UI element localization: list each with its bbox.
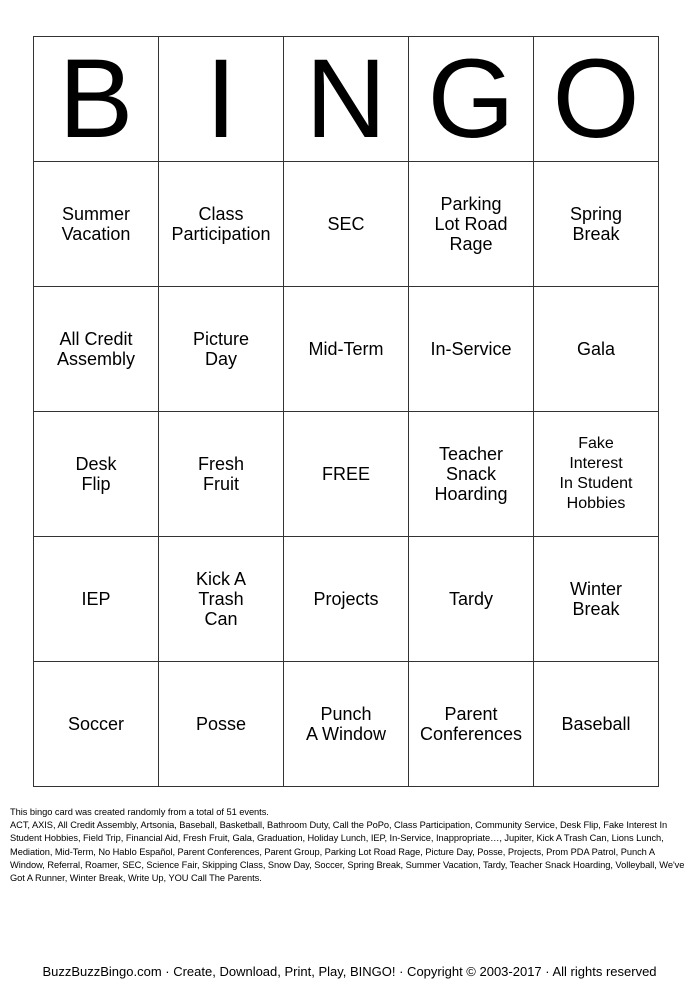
bingo-row xyxy=(34,162,659,287)
bingo-cell: Winter Break xyxy=(534,537,659,662)
bingo-free-cell: FREE xyxy=(284,412,409,537)
bingo-cell: Parent Conferences xyxy=(409,662,534,787)
card-info-events-list: ACT, AXIS, All Credit Assembly, Artsonia, Baseball, Basketball, Bathroom Duty, Call the PoPo, Class Participation, Community Service, Desk Flip, Fake Interest In Student Hobbies, Field Trip, Financial Aid, Fresh Fruit, Gala, Graduation, Holiday Lunch, IEP, In-Service, Inappropriate…, Jupiter, Kick A Trash Can, Lions Lunch, Mediation, Mid-Term, No Hablo Español, Parent Conferences, Parent Group, Parking Lot Road Rage, Picture Day, Posse, Projects, Prom PDA Patrol, Punch A Window, Referral, Roamer, SEC, Science Fair, Skipping Class, Snow Day, Soccer, Spring Break, Summer Vacation, Tardy, Teacher Snack Hoarding, Volleyball, We've Got A Runner, Winter Break, Write Up, YOU Call The Parents. xyxy=(10,820,685,884)
card-info xyxy=(10,806,690,885)
header-letter-i: I xyxy=(159,37,284,162)
bingo-cell: Soccer xyxy=(34,662,159,787)
bingo-header-row xyxy=(34,37,659,162)
header-letter-n: N xyxy=(284,37,409,162)
bingo-cell: Gala xyxy=(534,287,659,412)
bingo-cell: Parking Lot Road Rage xyxy=(409,162,534,287)
bingo-row xyxy=(34,412,659,537)
bingo-row xyxy=(34,537,659,662)
bingo-cell: Baseball xyxy=(534,662,659,787)
bingo-card xyxy=(33,36,659,787)
bingo-cell: Fake Interest In Student Hobbies xyxy=(534,412,659,537)
bingo-cell: All Credit Assembly xyxy=(34,287,159,412)
bingo-cell: Summer Vacation xyxy=(34,162,159,287)
bingo-cell: Picture Day xyxy=(159,287,284,412)
bingo-cell: Teacher Snack Hoarding xyxy=(409,412,534,537)
bingo-cell: IEP xyxy=(34,537,159,662)
bingo-cell: SEC xyxy=(284,162,409,287)
bingo-cell: Spring Break xyxy=(534,162,659,287)
bingo-cell: Fresh Fruit xyxy=(159,412,284,537)
header-letter-b: B xyxy=(34,37,159,162)
bingo-cell: Class Participation xyxy=(159,162,284,287)
bingo-cell: Kick A Trash Can xyxy=(159,537,284,662)
bingo-cell: Punch A Window xyxy=(284,662,409,787)
bingo-cell: Mid-Term xyxy=(284,287,409,412)
bingo-cell: Projects xyxy=(284,537,409,662)
footer-copyright: BuzzBuzzBingo.com · Create, Download, Print, Play, BINGO! · Copyright © 2003-2017 · All rights reserved xyxy=(42,964,657,979)
bingo-cell: In-Service xyxy=(409,287,534,412)
bingo-cell: Desk Flip xyxy=(34,412,159,537)
bingo-cell: Tardy xyxy=(409,537,534,662)
header-letter-g: G xyxy=(409,37,534,162)
header-letter-o: O xyxy=(534,37,659,162)
bingo-row xyxy=(34,662,659,787)
card-info-intro: This bingo card was created randomly from a total of 51 events. xyxy=(10,807,269,817)
bingo-cell: Posse xyxy=(159,662,284,787)
bingo-row xyxy=(34,287,659,412)
